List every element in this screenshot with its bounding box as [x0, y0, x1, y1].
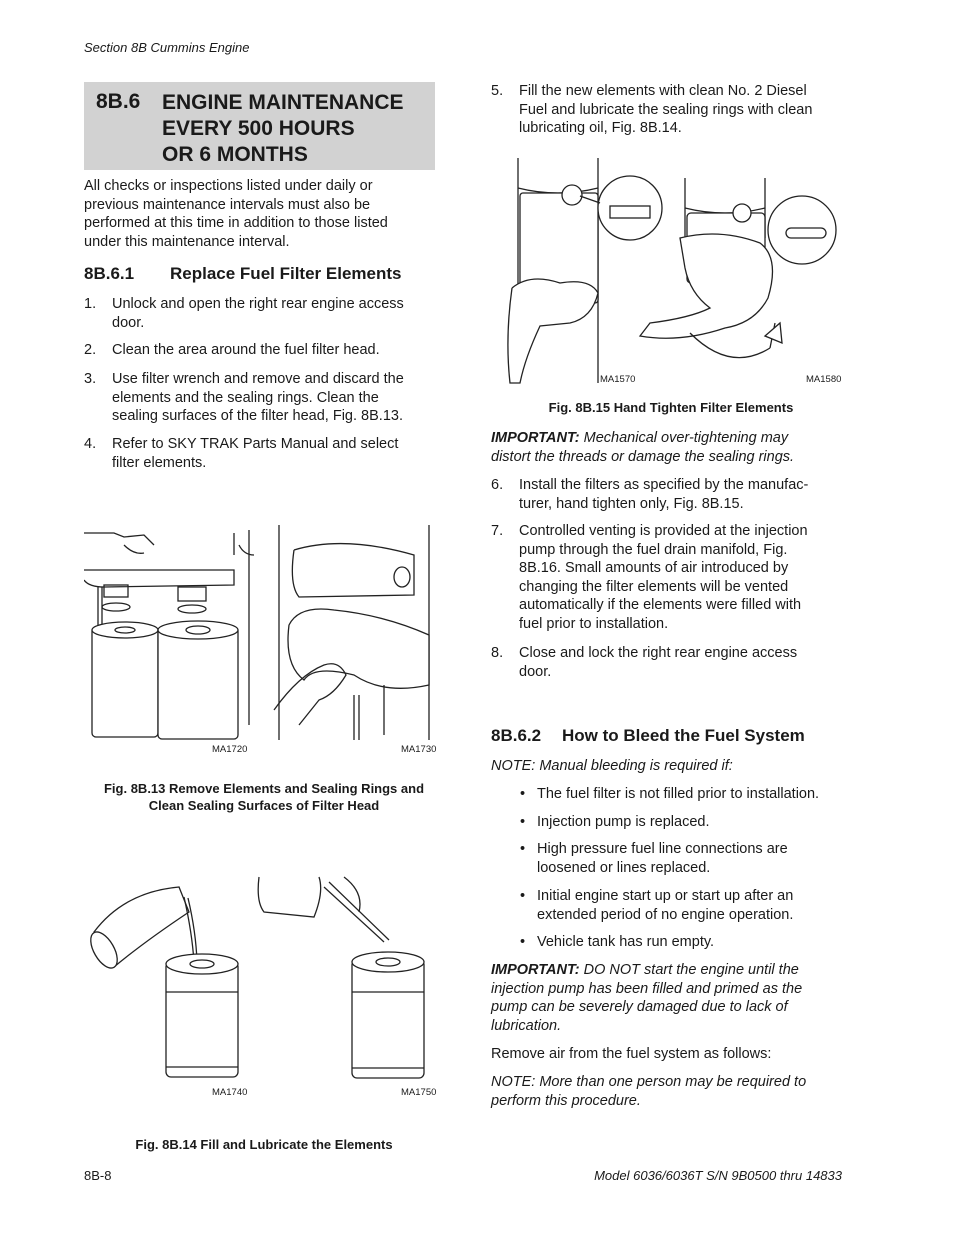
- section-title-box: [84, 82, 435, 170]
- section-title-line: EVERY 500 HOURS: [162, 117, 355, 140]
- important-note-1: [491, 429, 851, 466]
- step-line: elements and the sealing rings. Clean the: [112, 389, 379, 406]
- bullet-line: Initial engine start up or start up after an: [537, 888, 794, 904]
- note-more-persons: [491, 1073, 806, 1110]
- step-text: [519, 644, 797, 681]
- section-title-line: OR 6 MONTHS: [162, 143, 308, 166]
- bullet-line: loosened or lines replaced.: [537, 859, 711, 876]
- important-label: IMPORTANT:: [491, 430, 580, 446]
- step-6: [491, 476, 851, 516]
- important-text: injection pump has been filled and primed as the: [491, 980, 803, 997]
- bullet-line: Injection pump is replaced.: [537, 814, 710, 830]
- section-number: 8B.6: [96, 90, 141, 113]
- bullet-item: [520, 840, 850, 880]
- step-text: [519, 476, 808, 513]
- bullet-item: [520, 813, 850, 833]
- step-text: [112, 341, 380, 360]
- fig13-code-left: MA1720: [212, 744, 248, 755]
- step-text: [112, 295, 404, 332]
- step-line: changing the filter elements will be vented: [519, 578, 789, 595]
- step-line: Clean the area around the fuel filter head.: [112, 342, 380, 358]
- intro-line: previous maintenance intervals must also be: [84, 196, 371, 213]
- intro-line: performed at this time in addition to those listed: [84, 215, 388, 231]
- subsection-heading-2: [491, 726, 805, 746]
- subsection-heading-1: [84, 264, 401, 284]
- fig13-caption: [84, 780, 444, 814]
- filter-head-left-drawing: [84, 530, 254, 739]
- note-text: NOTE: More than one person may be required to: [491, 1074, 807, 1090]
- bullet-dot: •: [520, 934, 526, 950]
- important-label: IMPORTANT:: [491, 962, 580, 978]
- step-number: 6.: [491, 477, 504, 493]
- step-line: fuel prior to installation.: [519, 615, 669, 632]
- oil-can-and-filter-right-drawing: [258, 877, 424, 1078]
- important-text: DO NOT start the engine until the: [579, 962, 799, 978]
- step-line: Fill the new elements with clean No. 2 Diesel: [519, 83, 807, 99]
- step-line: Controlled venting is provided at the injection: [519, 523, 808, 539]
- step-line: Refer to SKY TRAK Parts Manual and select: [112, 436, 399, 452]
- step-text: [519, 82, 812, 138]
- page-number: 8B-8: [84, 1168, 112, 1183]
- subsection-title: How to Bleed the Fuel System: [562, 726, 805, 745]
- step-text: [112, 435, 398, 472]
- step-line: sealing surfaces of the filter head, Fig. 8B.13.: [112, 408, 403, 424]
- caption-line: Clean Sealing Surfaces of Filter Head: [148, 798, 380, 813]
- step-line: Close and lock the right rear engine access: [519, 645, 798, 661]
- hand-tighten-right-drawing: [640, 178, 836, 358]
- step-number: 2.: [84, 342, 97, 358]
- step-line: Unlock and open the right rear engine access: [112, 296, 404, 312]
- step-line: door.: [112, 314, 145, 331]
- important-text: lubrication.: [491, 1017, 562, 1034]
- bullet-line: The fuel filter is not filled prior to installation.: [537, 786, 820, 802]
- fig14-code-left: MA1740: [212, 1087, 248, 1098]
- footer-model: Model 6036/6036T S/N 9B0500 thru 14833: [594, 1168, 842, 1183]
- subsection-number: 8B.6.2: [491, 726, 542, 745]
- step-text: [519, 522, 808, 633]
- filter-head-right-drawing: [274, 525, 429, 740]
- fig15-caption: Fig. 8B.15 Hand Tighten Filter Elements: [548, 400, 794, 415]
- step-1: [84, 295, 444, 335]
- step-line: door.: [519, 663, 552, 680]
- important-note-2: [491, 961, 851, 1035]
- step-number: 3.: [84, 371, 97, 387]
- step-line: pump through the fuel drain manifold, Fig.: [519, 541, 788, 558]
- important-text: Mechanical over-tightening may: [579, 430, 789, 446]
- fig15-code-right: MA1580: [806, 374, 842, 385]
- bullet-item: [520, 887, 850, 927]
- step-line: turer, hand tighten only, Fig. 8B.15.: [519, 495, 744, 512]
- step-line: Install the filters as specified by the manufac-: [519, 477, 809, 493]
- step-line: Use filter wrench and remove and discard the: [112, 371, 404, 387]
- step-line: lubricating oil, Fig. 8B.14.: [519, 120, 682, 136]
- bullet-dot: •: [520, 841, 526, 857]
- subsection-number: 8B.6.1: [84, 264, 135, 283]
- bullet-dot: •: [520, 786, 526, 802]
- step-text: [112, 370, 404, 426]
- step-number: 7.: [491, 523, 504, 539]
- important-text: distort the threads or damage the sealing rings.: [491, 448, 795, 465]
- bullet-dot: •: [520, 814, 526, 830]
- caption-line: Fig. 8B.13 Remove Elements and Sealing Rings and: [103, 781, 425, 796]
- intro-paragraph: [84, 177, 388, 251]
- step-line: filter elements.: [112, 454, 207, 471]
- bullet-line: High pressure fuel line connections are: [537, 841, 788, 857]
- fig14-caption: Fig. 8B.14 Fill and Lubricate the Elements: [135, 1137, 393, 1152]
- remove-air-paragraph: [491, 1045, 771, 1064]
- section-title-line: ENGINE MAINTENANCE: [162, 91, 404, 114]
- subsection-title: Replace Fuel Filter Elements: [170, 264, 402, 283]
- step-7: [491, 522, 851, 637]
- step-number: 8.: [491, 645, 504, 661]
- step-line: Fuel and lubricate the sealing rings with clean: [519, 101, 813, 118]
- bullet-line: extended period of no engine operation.: [537, 906, 794, 923]
- figure-8b15-illustration: [500, 158, 845, 386]
- step-3: [84, 370, 444, 428]
- section-title: [162, 90, 404, 168]
- fig15-code-left: MA1570: [600, 374, 636, 385]
- figure-8b14-illustration: [84, 872, 444, 1087]
- figure-8b13-illustration: [84, 525, 444, 740]
- note-manual-bleeding: [491, 757, 733, 776]
- fig13-code-right: MA1730: [401, 744, 437, 755]
- step-line: automatically if the elements were filled with: [519, 597, 802, 613]
- note-text: NOTE: Manual bleeding is required if:: [491, 758, 733, 774]
- step-8: [491, 644, 851, 684]
- step-2: [84, 341, 444, 361]
- important-text: pump can be severely damaged due to lack of: [491, 999, 788, 1015]
- bullet-line: Vehicle tank has run empty.: [537, 934, 715, 950]
- note-text: perform this procedure.: [491, 1092, 641, 1109]
- fig14-code-right: MA1750: [401, 1087, 437, 1098]
- filter-left-drawing: [166, 954, 238, 1077]
- step-number: 4.: [84, 436, 97, 452]
- intro-line: under this maintenance interval.: [84, 233, 290, 250]
- bullet-dot: •: [520, 888, 526, 904]
- running-header: Section 8B Cummins Engine: [84, 40, 250, 55]
- step-4: [84, 435, 444, 475]
- step-5: [491, 82, 851, 140]
- step-number: 5.: [491, 83, 504, 99]
- intro-line: All checks or inspections listed under daily or: [84, 178, 373, 194]
- paragraph-text: Remove air from the fuel system as follows:: [491, 1046, 772, 1062]
- bullet-item: [520, 933, 850, 953]
- step-number: 1.: [84, 296, 97, 312]
- hand-tighten-left-drawing: [508, 158, 662, 383]
- bullet-item: [520, 785, 850, 805]
- step-line: 8B.16. Small amounts of air introduced by: [519, 560, 789, 576]
